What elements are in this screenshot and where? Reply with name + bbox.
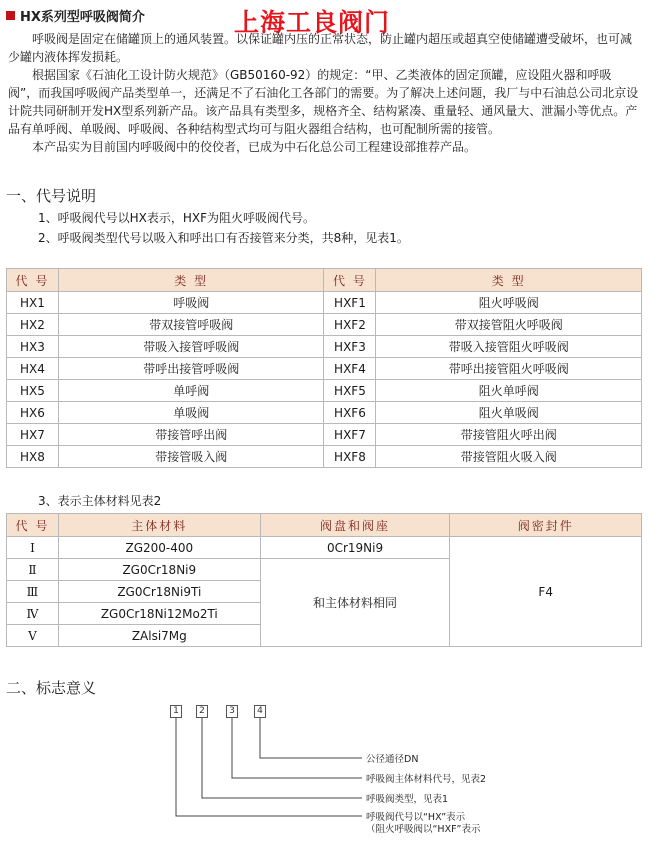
- type-cell: 单吸阀: [58, 402, 324, 424]
- marking-label-type: 呼吸阀类型，见表1: [366, 794, 449, 805]
- code-cell: HXF8: [324, 446, 376, 468]
- disc-material: 0Cr19Ni9: [260, 537, 450, 559]
- table-header-row: [7, 269, 642, 292]
- leader-line-1: [176, 718, 362, 816]
- material-table: [6, 513, 642, 647]
- intro-paragraph: 本产品实为目前国内呼吸阀中的佼佼者，已成为中石化总公司工程建设部推荐产品。: [32, 140, 477, 154]
- marking-diagram: [160, 705, 640, 835]
- header-body-material: 主体材料: [58, 514, 260, 537]
- type-cell: 带接管吸入阀: [58, 446, 324, 468]
- intro-paragraph: 呼吸阀是固定在储罐顶上的通风装置。以保证罐内压的正常状态，防止罐内超压或超真空使储罐遭受破坏，也可减少罐内液体挥发损耗。: [8, 32, 633, 64]
- type-cell: 带双接管阻火呼吸阀: [376, 314, 642, 336]
- body-material: ZG200-400: [58, 537, 260, 559]
- intro-text: [8, 30, 640, 156]
- table-row: [7, 380, 642, 402]
- type-cell: 阻火单呼阀: [376, 380, 642, 402]
- brand-watermark: 上海工良阀门: [234, 8, 391, 37]
- type-cell: 带呼出接管阻火呼吸阀: [376, 358, 642, 380]
- code-cell: HXF2: [324, 314, 376, 336]
- type-cell: 呼吸阀: [58, 292, 324, 314]
- table-row: [7, 336, 642, 358]
- table-row: [7, 402, 642, 424]
- header-code: 代 号: [7, 269, 59, 292]
- page-title: HX系列型呼吸阀简介: [20, 10, 145, 25]
- code-cell: HX4: [7, 358, 59, 380]
- type-cell: 带呼出接管呼吸阀: [58, 358, 324, 380]
- type-cell: 阻火呼吸阀: [376, 292, 642, 314]
- type-cell: 带接管呼出阀: [58, 424, 324, 446]
- note-1: 1、呼吸阀代号以HX表示，HXF为阻火呼吸阀代号。: [38, 211, 316, 225]
- header-disc-seat: 阀盘和阀座: [260, 514, 450, 537]
- body-material: ZG0Cr18Ni9Ti: [58, 581, 260, 603]
- code-cell: HXF1: [324, 292, 376, 314]
- disc-material: 和主体材料相同: [260, 559, 450, 647]
- material-code: Ⅲ: [7, 581, 59, 603]
- code-cell: HX8: [7, 446, 59, 468]
- header-type: 类 型: [58, 269, 324, 292]
- header-seal: 阀密封件: [450, 514, 642, 537]
- marking-label-code-note: （阻火呼吸阀以“HXF”表示: [366, 824, 481, 835]
- type-cell: 阻火单吸阀: [376, 402, 642, 424]
- material-code: Ⅱ: [7, 559, 59, 581]
- marking-label-code: 呼吸阀代号以“HX”表示: [366, 812, 466, 823]
- type-cell: 带吸入接管阻火呼吸阀: [376, 336, 642, 358]
- leader-line-3: [232, 718, 362, 778]
- table-row: [7, 446, 642, 468]
- code-cell: HXF7: [324, 424, 376, 446]
- code-cell: HX2: [7, 314, 59, 336]
- body-material: ZG0Cr18Ni9: [58, 559, 260, 581]
- code-cell: HXF6: [324, 402, 376, 424]
- note-3: 3、表示主体材料见表2: [38, 494, 162, 508]
- header-code: 代 号: [7, 514, 59, 537]
- material-code: Ⅰ: [7, 537, 59, 559]
- type-cell: 带接管阻火吸入阀: [376, 446, 642, 468]
- code-cell: HXF4: [324, 358, 376, 380]
- body-material: ZG0Cr18Ni12Mo2Ti: [58, 603, 260, 625]
- type-cell: 带吸入接管呼吸阀: [58, 336, 324, 358]
- body-material: ZAlsi7Mg: [58, 625, 260, 647]
- code-box-1: 1: [170, 705, 182, 718]
- table-row: [7, 537, 642, 559]
- table-header-row: [7, 514, 642, 537]
- material-code: Ⅴ: [7, 625, 59, 647]
- marking-label-dn: 公径通径DN: [366, 754, 419, 765]
- material-code: Ⅳ: [7, 603, 59, 625]
- intro-paragraph: 根据国家《石油化工设计防火规范》（GB50160-92）的规定：“甲、乙类液体的固定顶罐，应设阻火器和呼吸阀”，而我国呼吸阀产品类型单一，还满足不了石油化工各部门的需要。为了解决上述问题，我厂与中石油总公司北京设计院共同研制开发HX型系列新产品。该产品具有类型多，规格齐全、结构紧凑、重量轻、通风量大、泄漏小等优点。产品有单呼阀、单吸阀、呼吸阀、各种结构型式均可与阻火器组合结构，也可配制所需的接管。: [8, 68, 639, 136]
- code-cell: HXF5: [324, 380, 376, 402]
- code-box-4: 4: [254, 705, 266, 718]
- table-row: [7, 424, 642, 446]
- title-marker: [6, 11, 15, 20]
- seal-material: F4: [450, 537, 642, 647]
- header: [6, 6, 646, 37]
- code-cell: HX3: [7, 336, 59, 358]
- code-cell: HXF3: [324, 336, 376, 358]
- type-cell: 带双接管呼吸阀: [58, 314, 324, 336]
- note-2: 2、呼吸阀类型代号以吸入和呼出口有否接管来分类，共8种，见表1。: [38, 231, 409, 245]
- type-code-table: [6, 268, 642, 468]
- header-code: 代 号: [324, 269, 376, 292]
- table-row: [7, 314, 642, 336]
- header-type: 类 型: [376, 269, 642, 292]
- code-cell: HX5: [7, 380, 59, 402]
- table-row: [7, 292, 642, 314]
- type-cell: 单呼阀: [58, 380, 324, 402]
- leader-line-4: [260, 718, 362, 758]
- section-heading-marking: 二、标志意义: [6, 679, 97, 697]
- section-heading-codes: 一、代号说明: [6, 187, 97, 205]
- table-row: [7, 358, 642, 380]
- code-cell: HX7: [7, 424, 59, 446]
- code-cell: HX6: [7, 402, 59, 424]
- code-box-2: 2: [196, 705, 208, 718]
- type-cell: 带接管阻火呼出阀: [376, 424, 642, 446]
- marking-label-material: 呼吸阀主体材料代号，见表2: [366, 774, 487, 785]
- code-cell: HX1: [7, 292, 59, 314]
- code-box-3: 3: [226, 705, 238, 718]
